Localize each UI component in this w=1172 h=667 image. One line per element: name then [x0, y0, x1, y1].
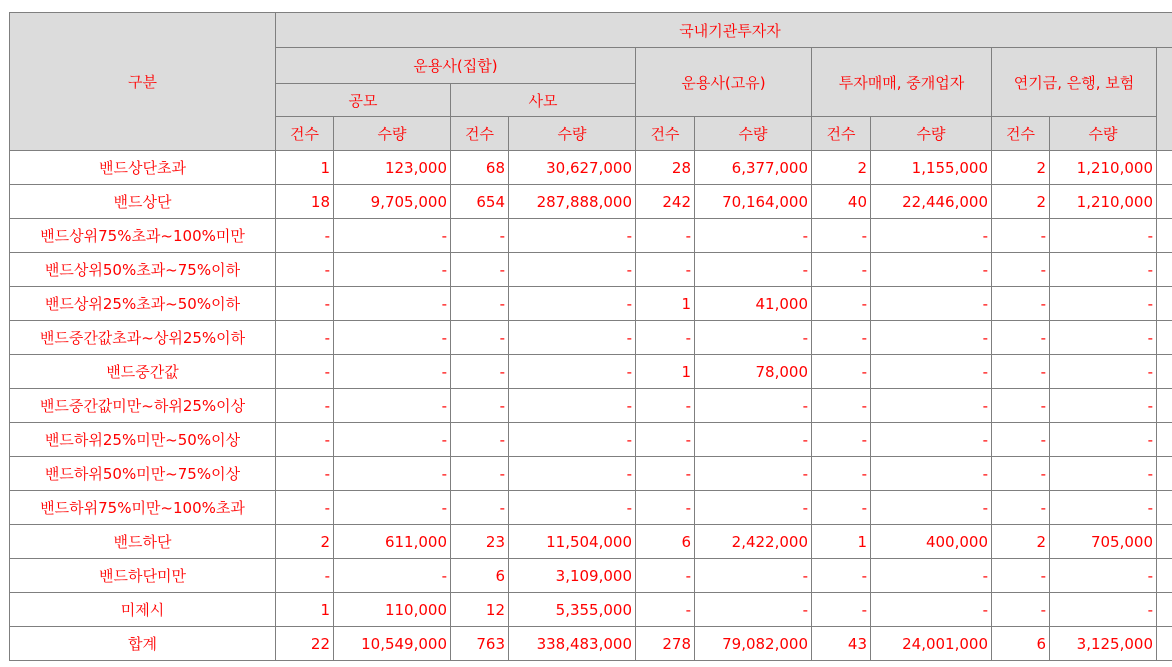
table-row	[10, 559, 1172, 593]
row-category: 밴드상단초과	[10, 151, 276, 185]
quantity-cell: -	[334, 423, 451, 457]
count-cell: -	[992, 491, 1050, 525]
table-body	[10, 151, 1172, 661]
count-cell: 6	[636, 525, 695, 559]
header-private-offering: 사모	[451, 84, 636, 117]
count-cell: -	[992, 559, 1050, 593]
count-cell: 6	[992, 627, 1050, 661]
count-cell: -	[636, 491, 695, 525]
clipped-cell	[1157, 355, 1172, 389]
quantity-cell: 11,504,000	[509, 525, 636, 559]
count-cell: -	[812, 491, 871, 525]
row-category: 밴드하단	[10, 525, 276, 559]
quantity-cell: -	[871, 287, 992, 321]
quantity-cell: -	[1050, 219, 1157, 253]
table-row	[10, 593, 1172, 627]
count-cell: -	[812, 253, 871, 287]
row-category: 밴드중간값초과~상위25%이하	[10, 321, 276, 355]
quantity-cell: -	[695, 423, 812, 457]
count-cell: 22	[276, 627, 334, 661]
count-cell: -	[276, 491, 334, 525]
quantity-cell: 123,000	[334, 151, 451, 185]
count-cell: -	[451, 389, 509, 423]
quantity-cell: -	[695, 253, 812, 287]
count-cell: 1	[812, 525, 871, 559]
quantity-cell: 22,446,000	[871, 185, 992, 219]
count-cell: -	[812, 321, 871, 355]
count-cell: -	[812, 219, 871, 253]
count-cell: -	[992, 355, 1050, 389]
clipped-cell	[1157, 491, 1172, 525]
quantity-cell: -	[1050, 423, 1157, 457]
clipped-cell	[1157, 185, 1172, 219]
quantity-cell: 6,377,000	[695, 151, 812, 185]
quantity-cell: -	[334, 559, 451, 593]
count-cell: 1	[276, 593, 334, 627]
quantity-cell: -	[1050, 457, 1157, 491]
count-cell: 2	[276, 525, 334, 559]
quantity-cell: -	[509, 491, 636, 525]
quantity-cell: -	[1050, 287, 1157, 321]
count-cell: -	[992, 321, 1050, 355]
count-cell: 2	[992, 525, 1050, 559]
quantity-cell: 2,422,000	[695, 525, 812, 559]
quantity-cell: -	[334, 219, 451, 253]
quantity-cell: 338,483,000	[509, 627, 636, 661]
count-cell: -	[636, 457, 695, 491]
count-cell: 12	[451, 593, 509, 627]
count-cell: 1	[276, 151, 334, 185]
quantity-cell: -	[695, 457, 812, 491]
header-public-offering: 공모	[276, 84, 451, 117]
quantity-cell: -	[1050, 559, 1157, 593]
quantity-cell: 1,210,000	[1050, 185, 1157, 219]
quantity-cell: -	[1050, 593, 1157, 627]
count-cell: 654	[451, 185, 509, 219]
count-cell: 43	[812, 627, 871, 661]
row-category: 밴드상위75%초과~100%미만	[10, 219, 276, 253]
header-pension-bank-insurance: 연기금, 은행, 보험	[992, 48, 1157, 117]
clipped-cell	[1157, 593, 1172, 627]
count-cell: -	[992, 423, 1050, 457]
count-cell: -	[636, 593, 695, 627]
quantity-cell: 287,888,000	[509, 185, 636, 219]
count-cell: -	[451, 491, 509, 525]
clipped-cell	[1157, 525, 1172, 559]
quantity-cell: -	[509, 287, 636, 321]
quantity-cell: -	[871, 491, 992, 525]
table-header	[10, 13, 1172, 151]
clipped-cell	[1157, 389, 1172, 423]
table-row	[10, 287, 1172, 321]
header-clipped-column	[1157, 48, 1172, 151]
quantity-cell: 9,705,000	[334, 185, 451, 219]
row-category: 밴드하위25%미만~50%이상	[10, 423, 276, 457]
count-cell: 763	[451, 627, 509, 661]
row-category: 밴드상위50%초과~75%이하	[10, 253, 276, 287]
quantity-cell: -	[695, 593, 812, 627]
table-container	[9, 12, 1172, 661]
table-row	[10, 423, 1172, 457]
count-cell: -	[636, 423, 695, 457]
table-row	[10, 355, 1172, 389]
quantity-cell: -	[695, 219, 812, 253]
header-quantity: 수량	[509, 117, 636, 151]
row-category: 미제시	[10, 593, 276, 627]
quantity-cell: -	[871, 219, 992, 253]
table-row	[10, 321, 1172, 355]
quantity-cell: -	[871, 253, 992, 287]
quantity-cell: -	[334, 321, 451, 355]
count-cell: 28	[636, 151, 695, 185]
row-category: 밴드하위75%미만~100%초과	[10, 491, 276, 525]
quantity-cell: -	[695, 389, 812, 423]
count-cell: -	[812, 559, 871, 593]
quantity-cell: 10,549,000	[334, 627, 451, 661]
count-cell: 278	[636, 627, 695, 661]
count-cell: -	[636, 389, 695, 423]
quantity-cell: 79,082,000	[695, 627, 812, 661]
table-row	[10, 389, 1172, 423]
quantity-cell: -	[334, 253, 451, 287]
row-category: 합계	[10, 627, 276, 661]
count-cell: -	[276, 253, 334, 287]
row-category: 밴드중간값미만~하위25%이상	[10, 389, 276, 423]
count-cell: -	[636, 559, 695, 593]
count-cell: 40	[812, 185, 871, 219]
quantity-cell: -	[1050, 491, 1157, 525]
count-cell: 1	[636, 287, 695, 321]
quantity-cell: -	[871, 593, 992, 627]
table-row	[10, 525, 1172, 559]
header-quantity: 수량	[695, 117, 812, 151]
header-proprietary-fund: 운용사(고유)	[636, 48, 812, 117]
count-cell: -	[636, 321, 695, 355]
quantity-cell: -	[509, 253, 636, 287]
count-cell: -	[451, 219, 509, 253]
quantity-cell: -	[695, 491, 812, 525]
clipped-cell	[1157, 219, 1172, 253]
table-row	[10, 627, 1172, 661]
header-quantity: 수량	[334, 117, 451, 151]
header-category: 구분	[10, 13, 276, 151]
header-count: 건수	[812, 117, 871, 151]
clipped-cell	[1157, 321, 1172, 355]
quantity-cell: -	[1050, 321, 1157, 355]
count-cell: -	[451, 355, 509, 389]
table-row	[10, 253, 1172, 287]
count-cell: -	[992, 253, 1050, 287]
count-cell: -	[451, 457, 509, 491]
quantity-cell: -	[871, 321, 992, 355]
count-cell: 2	[992, 185, 1050, 219]
quantity-cell: 400,000	[871, 525, 992, 559]
count-cell: -	[812, 423, 871, 457]
count-cell: -	[812, 593, 871, 627]
count-cell: -	[276, 321, 334, 355]
quantity-cell: 611,000	[334, 525, 451, 559]
table-row	[10, 457, 1172, 491]
quantity-cell: -	[334, 457, 451, 491]
quantity-cell: 1,155,000	[871, 151, 992, 185]
clipped-cell	[1157, 423, 1172, 457]
quantity-cell: -	[1050, 389, 1157, 423]
clipped-cell	[1157, 559, 1172, 593]
quantity-cell: -	[695, 559, 812, 593]
clipped-cell	[1157, 457, 1172, 491]
quantity-cell: -	[509, 389, 636, 423]
quantity-cell: 3,109,000	[509, 559, 636, 593]
header-count: 건수	[636, 117, 695, 151]
quantity-cell: -	[509, 321, 636, 355]
header-dealer-broker: 투자매매, 중개업자	[812, 48, 992, 117]
quantity-cell: 24,001,000	[871, 627, 992, 661]
quantity-cell: -	[871, 389, 992, 423]
quantity-cell: -	[509, 457, 636, 491]
header-domestic-institutional: 국내기관투자자	[276, 13, 1172, 48]
quantity-cell: 41,000	[695, 287, 812, 321]
row-category: 밴드중간값	[10, 355, 276, 389]
quantity-cell: -	[871, 355, 992, 389]
header-collective-fund: 운용사(집합)	[276, 48, 636, 84]
clipped-cell	[1157, 253, 1172, 287]
count-cell: -	[812, 287, 871, 321]
count-cell: 23	[451, 525, 509, 559]
count-cell: 68	[451, 151, 509, 185]
count-cell: -	[636, 219, 695, 253]
count-cell: 2	[992, 151, 1050, 185]
row-category: 밴드상위25%초과~50%이하	[10, 287, 276, 321]
count-cell: -	[451, 253, 509, 287]
table-row	[10, 185, 1172, 219]
clipped-cell	[1157, 151, 1172, 185]
header-quantity: 수량	[1050, 117, 1157, 151]
header-quantity: 수량	[871, 117, 992, 151]
count-cell: -	[812, 457, 871, 491]
count-cell: -	[276, 287, 334, 321]
quantity-cell: -	[1050, 253, 1157, 287]
count-cell: -	[451, 287, 509, 321]
quantity-cell: 30,627,000	[509, 151, 636, 185]
header-count: 건수	[276, 117, 334, 151]
quantity-cell: 705,000	[1050, 525, 1157, 559]
row-category: 밴드하위50%미만~75%이상	[10, 457, 276, 491]
clipped-cell	[1157, 627, 1172, 661]
table-row	[10, 491, 1172, 525]
count-cell: 2	[812, 151, 871, 185]
count-cell: -	[992, 593, 1050, 627]
count-cell: -	[812, 355, 871, 389]
count-cell: 242	[636, 185, 695, 219]
quantity-cell: -	[871, 559, 992, 593]
count-cell: -	[276, 219, 334, 253]
count-cell: -	[636, 253, 695, 287]
quantity-cell: 70,164,000	[695, 185, 812, 219]
table-row	[10, 151, 1172, 185]
quantity-cell: 110,000	[334, 593, 451, 627]
clipped-cell	[1157, 287, 1172, 321]
count-cell: -	[276, 423, 334, 457]
quantity-cell: -	[509, 423, 636, 457]
count-cell: -	[992, 389, 1050, 423]
count-cell: -	[992, 219, 1050, 253]
count-cell: -	[992, 287, 1050, 321]
quantity-cell: -	[334, 355, 451, 389]
quantity-cell: -	[871, 423, 992, 457]
row-category: 밴드상단	[10, 185, 276, 219]
count-cell: 6	[451, 559, 509, 593]
quantity-cell: -	[1050, 355, 1157, 389]
quantity-cell: -	[334, 287, 451, 321]
quantity-cell: -	[334, 389, 451, 423]
quantity-cell: 3,125,000	[1050, 627, 1157, 661]
quantity-cell: -	[334, 491, 451, 525]
quantity-cell: -	[871, 457, 992, 491]
quantity-cell: -	[509, 219, 636, 253]
quantity-cell: 5,355,000	[509, 593, 636, 627]
count-cell: 18	[276, 185, 334, 219]
count-cell: 1	[636, 355, 695, 389]
row-category: 밴드하단미만	[10, 559, 276, 593]
count-cell: -	[276, 559, 334, 593]
count-cell: -	[992, 457, 1050, 491]
count-cell: -	[276, 389, 334, 423]
quantity-cell: 1,210,000	[1050, 151, 1157, 185]
count-cell: -	[451, 321, 509, 355]
quantity-cell: -	[695, 321, 812, 355]
count-cell: -	[451, 423, 509, 457]
table-row	[10, 219, 1172, 253]
count-cell: -	[812, 389, 871, 423]
header-count: 건수	[992, 117, 1050, 151]
quantity-cell: -	[509, 355, 636, 389]
header-count: 건수	[451, 117, 509, 151]
demand-forecast-table	[9, 12, 1172, 661]
quantity-cell: 78,000	[695, 355, 812, 389]
count-cell: -	[276, 355, 334, 389]
count-cell: -	[276, 457, 334, 491]
